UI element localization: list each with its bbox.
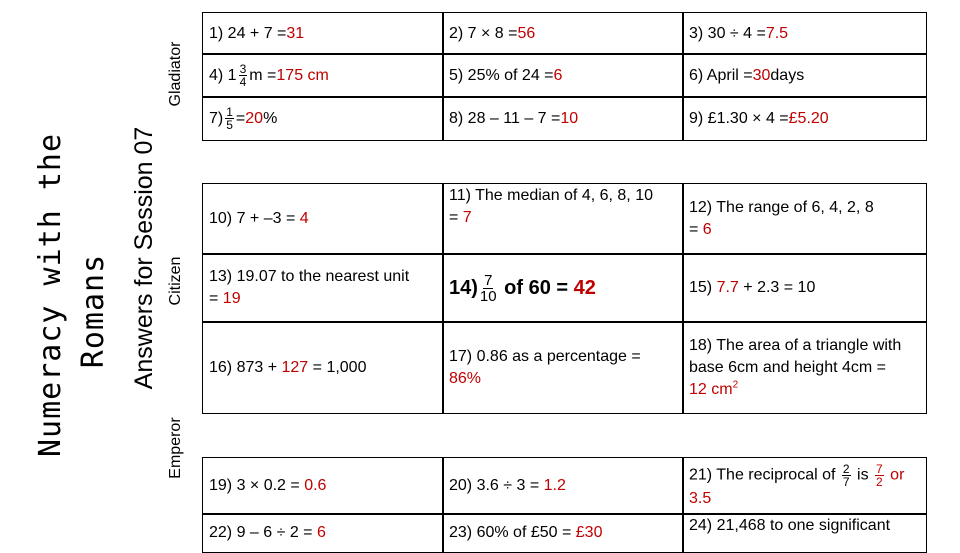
- question-21: 21) The reciprocal of $\frac{2}{7}$ is $\frac{7}{2}$ or 3.5: [682, 457, 927, 515]
- answer-22: 6: [316, 524, 326, 541]
- question-10: 10) 7 + –3 = 4: [202, 183, 444, 255]
- answer-2: 56: [517, 24, 536, 42]
- answer-1: 31: [286, 24, 305, 42]
- question-11: 11) The median of 4, 6, 8, 10 = 7: [442, 183, 684, 255]
- title-line-1: Numeracy with the: [33, 132, 68, 458]
- answer-16: 127: [281, 358, 309, 376]
- question-20: 20) 3.6 ÷ 3 = 1.2: [442, 457, 684, 515]
- answer-23: £30: [575, 524, 603, 541]
- answer-11: 7: [462, 209, 472, 226]
- question-15: 15) 7.7 + 2.3 = 10: [682, 253, 927, 323]
- answer-20: 1.2: [543, 477, 566, 494]
- question-6: 6) April = 30 days: [682, 53, 927, 98]
- fraction: $\frac{7}{10}$: [479, 271, 497, 305]
- title-line-2: Romans: [76, 253, 111, 369]
- question-17: 17) 0.86 as a percentage = 86%: [442, 321, 684, 414]
- question-13: 13) 19.07 to the nearest unit = 19: [202, 253, 444, 323]
- answer-8: 10: [560, 109, 579, 127]
- question-4: 4) 1 $\frac{3}{4}$ m = 175 cm: [202, 53, 444, 98]
- question-24: 24) 21,468 to one significant: [682, 513, 927, 553]
- question-7: 7) $\frac{1}{5}$ = 20 %: [202, 96, 444, 141]
- question-2: 2) 7 × 8 = 56: [442, 12, 684, 55]
- question-3: 3) 30 ÷ 4 = 7.5: [682, 12, 927, 55]
- question-23: 23) 60% of £50 = £30: [442, 513, 684, 553]
- emperor-label: Emperor: [167, 417, 184, 479]
- answer-15: 7.7: [716, 279, 739, 296]
- answer-13: 19: [222, 290, 241, 307]
- answer-21: 3.5: [689, 489, 712, 507]
- question-1: 1) 24 + 7 = 31: [202, 12, 444, 55]
- fraction: $\frac{2}{7}$: [842, 461, 850, 489]
- answer-12: 6: [702, 221, 712, 238]
- fraction: $\frac{1}{5}$: [226, 105, 233, 132]
- question-9: 9) £1.30 × 4 = £5.20: [682, 96, 927, 141]
- question-5: 5) 25% of 24 = 6: [442, 53, 684, 98]
- question-18: 18) The area of a triangle with base 6cm and height 4cm = 12 $cm^2$: [682, 321, 927, 414]
- answer-14: 42: [573, 277, 596, 299]
- answer-10: 4: [299, 210, 309, 227]
- question-14: 14) $\frac{7}{10}$ of 60 = 42: [442, 253, 684, 323]
- fraction: $\frac{3}{4}$: [239, 62, 247, 89]
- answer-7: 20: [245, 109, 264, 127]
- question-8: 8) 28 – 11 – 7 = 10: [442, 96, 684, 141]
- question-19: 19) 3 × 0.2 = 0.6: [202, 457, 444, 515]
- question-22: 22) 9 – 6 ÷ 2 = 6: [202, 513, 444, 553]
- question-12: 12) The range of 6, 4, 2, 8 = 6: [682, 183, 927, 255]
- answer-3: 7.5: [765, 24, 789, 42]
- answer-19: 0.6: [304, 477, 327, 494]
- answer-4: 175 cm: [276, 66, 329, 84]
- citizen-label: Citizen: [167, 256, 184, 306]
- session-subtitle: Answers for Session 07: [130, 126, 158, 390]
- answer-18: 12 cm: [689, 380, 733, 398]
- gladiator-label: Gladiator: [167, 41, 184, 107]
- answer-6: 30: [752, 66, 771, 84]
- answer-5: 6: [553, 66, 563, 84]
- fraction-answer: $\frac{7}{2}$: [876, 461, 883, 489]
- answer-17: 86%: [449, 369, 482, 387]
- question-16: 16) 873 + 127 = 1,000: [202, 321, 444, 414]
- answer-9: £5.20: [788, 109, 829, 127]
